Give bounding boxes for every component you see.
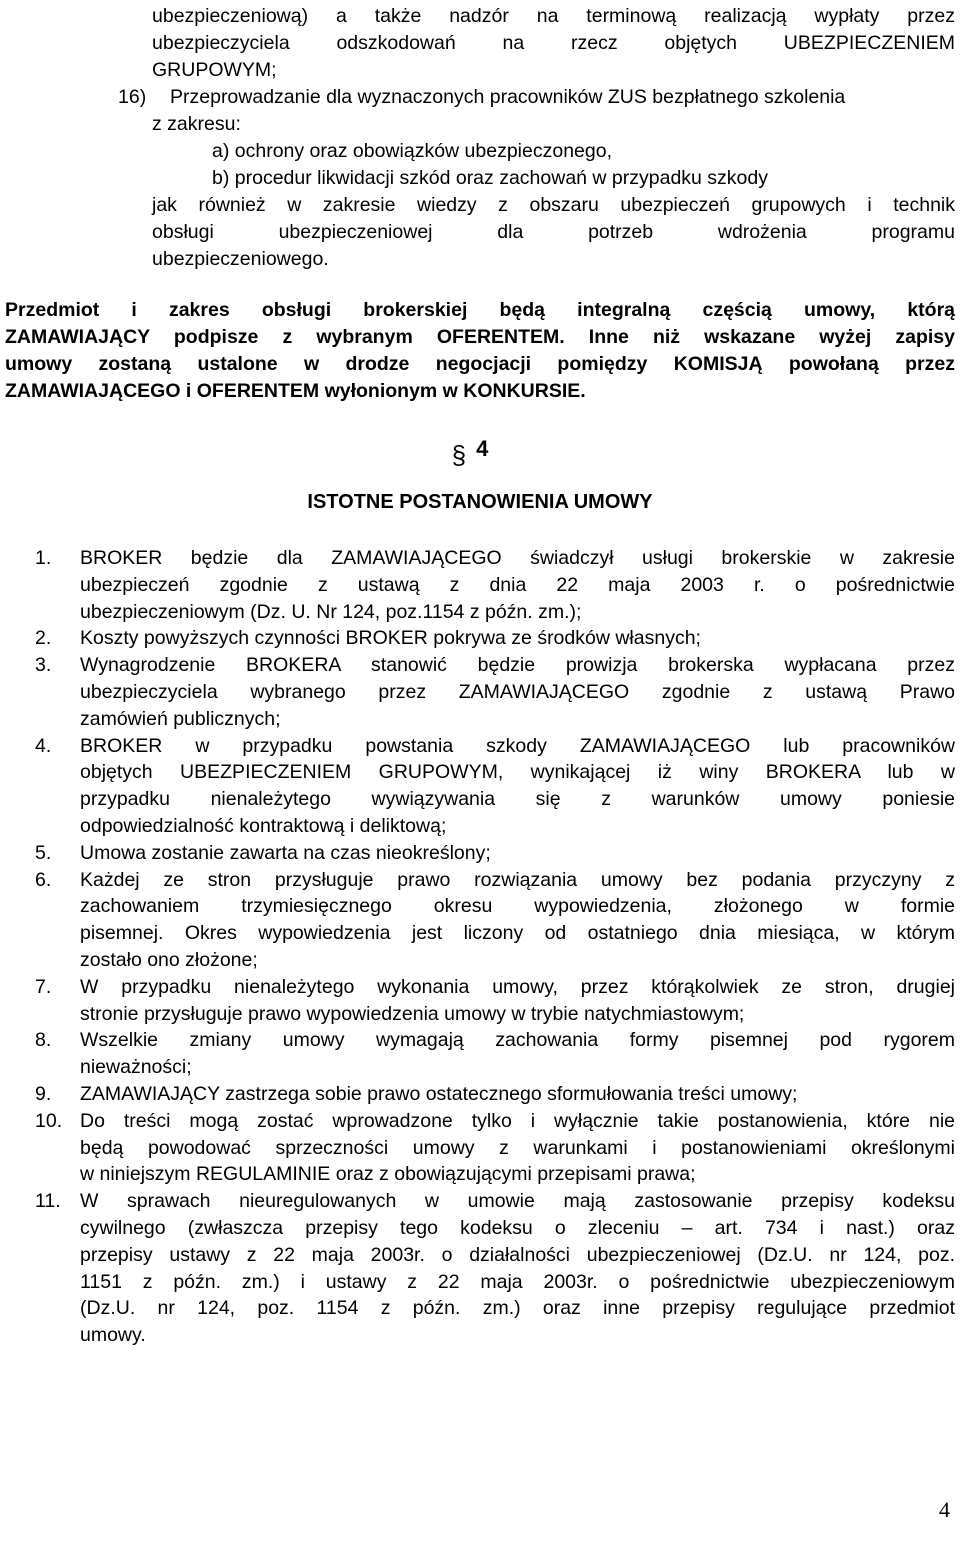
section-title: ISTOTNE POSTANOWIENIA UMOWY: [307, 491, 653, 513]
list-item-line: zachowaniem trzymiesięcznego okresu wypowiedzenia, złożonego w formie: [80, 895, 955, 918]
list-item-line: ubezpieczeniowym (Dz. U. Nr 124, poz.1154 z późn. zm.);: [80, 600, 582, 623]
list-item-line: ubezpieczeń zgodnie z ustawą z dnia 22 maja 2003 r. o pośrednictwie: [80, 573, 955, 596]
list-number: 9.: [35, 1083, 52, 1105]
text-line: obsługi ubezpieczeniowej dla potrzeb wdrożenia programu: [152, 221, 955, 243]
list-item-line: zostało ono złożone;: [80, 949, 258, 971]
list-item-line: nieważności;: [80, 1056, 192, 1079]
text-line: umowy zostaną ustalone w drodze negocjacji pomiędzy KOMISJĄ powołaną przez: [5, 353, 955, 375]
list-item-line: W przypadku nienależytego wykonania umowy, przez którąkolwiek ze stron, drugiej: [80, 975, 955, 998]
sub-item-a: a) ochrony oraz obowiązków ubezpieczonego,: [212, 140, 612, 162]
list-item-line: w niniejszym REGULAMINIE oraz z obowiązującymi przepisami prawa;: [80, 1163, 696, 1186]
text-line: jak również w zakresie wiedzy z obszaru ubezpieczeń grupowych i technik: [152, 194, 955, 216]
list-item-line: Do treści mogą zostać wprowadzone tylko i wyłącznie takie postanowienia, które nie: [80, 1109, 955, 1132]
list-item-line: Koszty powyższych czynności BROKER pokrywa ze środków własnych;: [80, 627, 701, 650]
list-number: 3.: [35, 654, 52, 677]
list-item-line: zamówień publicznych;: [80, 707, 281, 730]
list-number: 8.: [35, 1029, 52, 1052]
list-number: 7.: [35, 975, 52, 998]
list-number: 10.: [35, 1109, 63, 1132]
list-item-line: W sprawach nieuregulowanych w umowie mają zastosowanie przepisy kodeksu: [80, 1190, 955, 1213]
section-symbol: §: [451, 440, 467, 470]
list-number: 2.: [35, 627, 52, 650]
list-number: 6.: [35, 868, 52, 891]
list-item-line: Wynagrodzenie BROKERA stanowić będzie prowizja brokerska wypłacana przez: [80, 654, 955, 677]
list-number: 16): [118, 86, 147, 108]
text-line: ubezpieczeniowego.: [152, 248, 329, 270]
list-item-line: objętych UBEZPIECZENIEM GRUPOWYM, wynikającej iż winy BROKERA lub w: [80, 761, 955, 784]
section-heading: [0, 432, 960, 470]
text-line: Przedmiot i zakres obsługi brokerskiej będą integralną częścią umowy, którą: [5, 299, 955, 321]
list-item-line: przypadku nienależytego wywiązywania się z warunków umowy poniesie: [80, 788, 955, 811]
text-line: ZAMAWIAJĄCY podpisze z wybranym OFERENTEM. Inne niż wskazane wyżej zapisy: [5, 326, 955, 348]
list-item-line: odpowiedzialność kontraktową i deliktową;: [80, 815, 447, 837]
list-item-line: pisemnej. Okres wypowiedzenia jest liczony od ostatniego dnia miesiąca, w którym: [80, 922, 955, 945]
text-line: ubezpieczyciela odszkodowań na rzecz objętych UBEZPIECZENIEM: [152, 32, 955, 54]
list-number: 11.: [35, 1190, 61, 1213]
section-number: 4: [476, 436, 489, 461]
text-line: Przeprowadzanie dla wyznaczonych pracowników ZUS bezpłatnego szkolenia: [170, 86, 846, 108]
list-item-line: przepisy ustawy z 22 maja 2003r. o działalności ubezpieczeniowej (Dz.U. nr 124, poz.: [80, 1243, 955, 1266]
list-item-line: będą powodować sprzeczności umowy z warunkami i postanowieniami określonymi: [80, 1136, 955, 1159]
text-line: z zakresu:: [152, 113, 241, 135]
list-item-line: ZAMAWIAJĄCY zastrzega sobie prawo ostatecznego sformułowania treści umowy;: [80, 1083, 798, 1105]
list-number: 4.: [35, 734, 52, 757]
list-number: 1.: [35, 547, 52, 569]
list-item-line: BROKER w przypadku powstania szkody ZAMAWIAJĄCEGO lub pracowników: [80, 734, 955, 757]
list-item-line: Każdej ze stron przysługuje prawo rozwiązania umowy bez podania przyczyny z: [80, 868, 955, 891]
list-item-line: (Dz.U. nr 124, poz. 1154 z późn. zm.) oraz inne przepisy regulujące przedmiot: [80, 1297, 955, 1320]
text-line: ubezpieczeniową) a także nadzór na terminową realizacją wypłaty przez: [152, 5, 955, 27]
page-number: 4: [939, 1497, 950, 1522]
text-line: ZAMAWIAJĄCEGO i OFERENTEM wyłonionym w KONKURSIE.: [5, 380, 586, 402]
list-item-line: BROKER będzie dla ZAMAWIAJĄCEGO świadczył usługi brokerskie w zakresie: [80, 547, 955, 569]
list-item-line: Umowa zostanie zawarta na czas nieokreślony;: [80, 841, 491, 864]
list-item-line: umowy.: [80, 1324, 146, 1347]
list-number: 5.: [35, 841, 52, 864]
list-item-line: cywilnego (zwłaszcza przepisy tego kodeksu o zleceniu – art. 734 i nast.) oraz: [80, 1217, 955, 1239]
sub-item-b: b) procedur likwidacji szkód oraz zachowań w przypadku szkody: [212, 167, 768, 189]
text-line: GRUPOWYM;: [152, 59, 277, 81]
list-item-line: stronie przysługuje prawo wypowiedzenia umowy w trybie natychmiastowym;: [80, 1002, 745, 1025]
list-item-line: ubezpieczyciela wybranego przez ZAMAWIAJĄCEGO zgodnie z ustawą Prawo: [80, 681, 955, 703]
list-item-line: 1151 z późn. zm.) i ustawy z 22 maja 2003r. o pośrednictwie ubezpieczeniowym: [80, 1270, 955, 1293]
list-item-line: Wszelkie zmiany umowy wymagają zachowania formy pisemnej pod rygorem: [80, 1029, 955, 1052]
